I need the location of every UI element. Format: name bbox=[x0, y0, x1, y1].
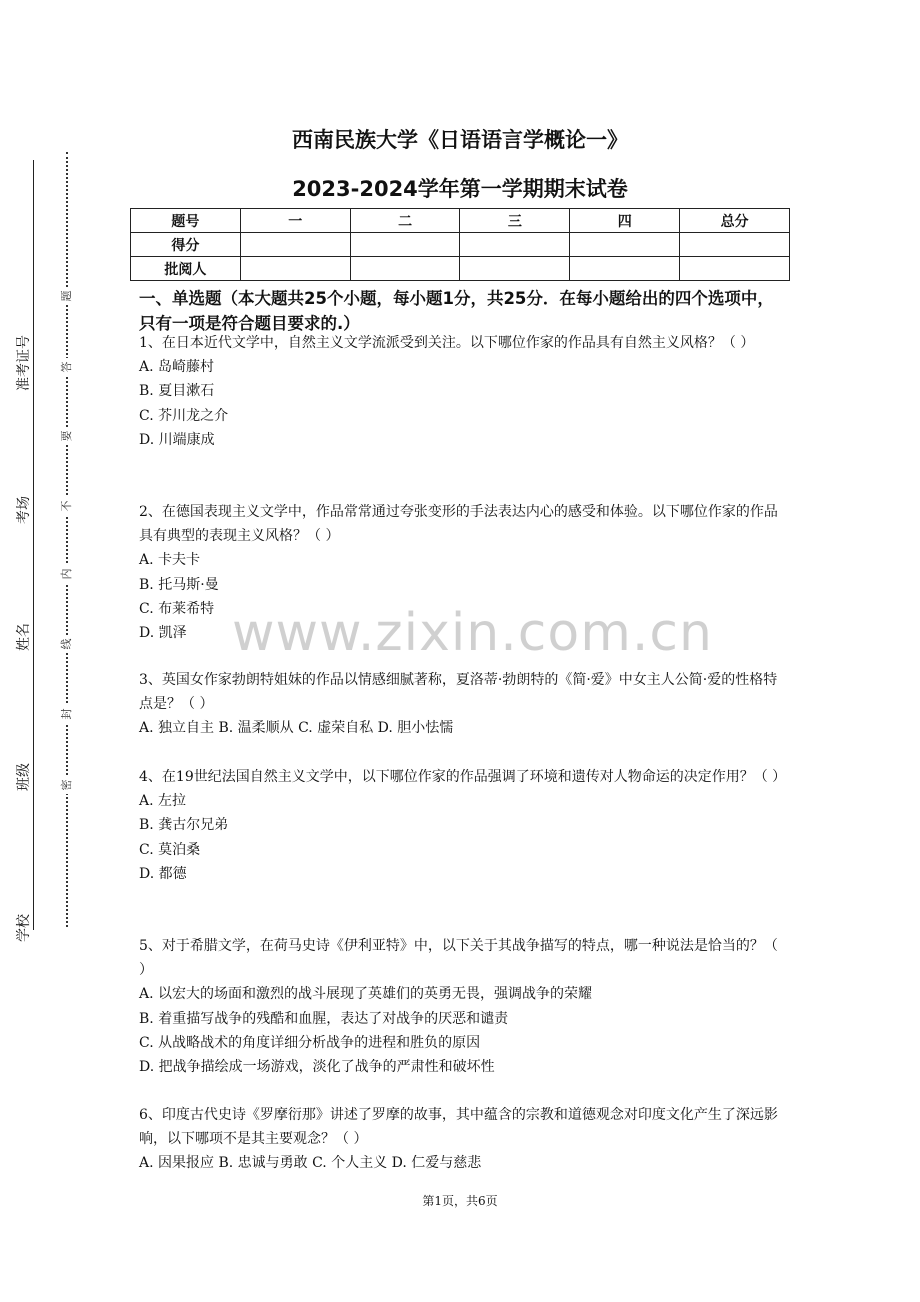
option: D. 把战争描绘成一场游戏，淡化了战争的严肃性和破坏性 bbox=[139, 1059, 495, 1076]
seal-char: 答 bbox=[58, 358, 76, 376]
question-1 bbox=[139, 331, 789, 452]
header-cell: 总分 bbox=[680, 209, 790, 233]
seal-dotted-line bbox=[66, 152, 68, 927]
question-stem: 1、在日本近代文学中，自然主义文学流派受到关注。以下哪位作家的作品具有自然主义风格？（ ） bbox=[139, 335, 755, 351]
exam-subtitle: 2023-2024学年第一学期期末试卷 bbox=[292, 177, 628, 201]
reviewer-cell bbox=[240, 257, 350, 281]
question-6 bbox=[139, 1103, 789, 1176]
score-cell bbox=[240, 233, 350, 257]
option: B. 夏目漱石 bbox=[139, 383, 215, 400]
score-table-header-row bbox=[131, 209, 790, 233]
option: C. 芥川龙之介 bbox=[139, 407, 229, 424]
question-stem: 6、印度古代史诗《罗摩衍那》讲述了罗摩的故事，其中蕴含的宗教和道德观念对印度文化产生了深远影响，以下哪项不是其主要观念？（ ） bbox=[139, 1107, 778, 1148]
option: A. 岛崎藤村 bbox=[139, 359, 215, 376]
reviewer-row bbox=[131, 257, 790, 281]
header-cell: 一 bbox=[240, 209, 350, 233]
question-stem: 5、对于希腊文学，在荷马史诗《伊利亚特》中，以下关于其战争描写的特点，哪一种说法是恰当的？（ ） bbox=[139, 938, 778, 979]
score-cell bbox=[680, 233, 790, 257]
exam-title: 西南民族大学《日语语言学概论一》 bbox=[292, 128, 628, 152]
question-stem: 4、在19世纪法国自然主义文学中，以下哪位作家的作品强调了环境和遗传对人物命运的决定作用？（ ） bbox=[139, 769, 787, 785]
score-cell bbox=[570, 233, 680, 257]
option: C. 莫泊桑 bbox=[139, 841, 201, 858]
reviewer-cell bbox=[680, 257, 790, 281]
question-3 bbox=[139, 668, 789, 741]
option: B. 龚古尔兄弟 bbox=[139, 817, 229, 834]
option: D. 凯泽 bbox=[139, 625, 187, 642]
question-stem: 3、英国女作家勃朗特姐妹的作品以情感细腻著称，夏洛蒂·勃朗特的《简·爱》中女主人公简·爱的性格特点是？（ ） bbox=[139, 672, 778, 713]
option: D. 都德 bbox=[139, 865, 187, 882]
header-cell: 三 bbox=[460, 209, 570, 233]
seal-char: 不 bbox=[58, 497, 76, 515]
seal-char: 要 bbox=[58, 427, 76, 445]
field-exam-number: 准考证号 bbox=[13, 335, 33, 391]
score-cell bbox=[460, 233, 570, 257]
seal-char: 线 bbox=[58, 635, 76, 653]
field-exam-room: 考场 bbox=[13, 491, 33, 529]
reviewer-cell bbox=[570, 257, 680, 281]
header-cell: 题号 bbox=[131, 209, 241, 233]
option: D. 川端康成 bbox=[139, 431, 215, 448]
option: A. 独立自主 B. 温柔顺从 C. 虚荣自私 D. 胆小怯懦 bbox=[139, 720, 454, 737]
option: A. 因果报应 B. 忠诚与勇敢 C. 个人主义 D. 仁爱与慈悲 bbox=[139, 1155, 482, 1172]
field-class: 班级 bbox=[13, 758, 33, 796]
score-table bbox=[130, 208, 790, 281]
reviewer-cell bbox=[350, 257, 460, 281]
seal-char: 封 bbox=[58, 705, 76, 723]
field-school: 学校 bbox=[13, 909, 33, 947]
option: B. 着重描写战争的残酷和血腥，表达了对战争的厌恶和谴责 bbox=[139, 1010, 509, 1027]
seal-char: 内 bbox=[58, 565, 76, 583]
option: C. 布莱希特 bbox=[139, 600, 215, 617]
option: A. 左拉 bbox=[139, 793, 187, 810]
row-label: 得分 bbox=[131, 233, 241, 257]
page-footer: 第1页，共6页 bbox=[422, 1194, 498, 1208]
field-name: 姓名 bbox=[13, 618, 33, 656]
option: C. 从战略战术的角度详细分析战争的进程和胜负的原因 bbox=[139, 1034, 481, 1051]
binding-line bbox=[33, 160, 34, 930]
score-row bbox=[131, 233, 790, 257]
seal-char: 题 bbox=[58, 287, 76, 305]
option: A. 以宏大的场面和激烈的战斗展现了英雄们的英勇无畏，强调战争的荣耀 bbox=[139, 986, 593, 1003]
watermark: www.zixin.com.cn bbox=[232, 603, 713, 663]
header-cell: 四 bbox=[570, 209, 680, 233]
seal-char: 密 bbox=[58, 776, 76, 794]
header-cell: 二 bbox=[350, 209, 460, 233]
question-5 bbox=[139, 934, 789, 1079]
option: B. 托马斯·曼 bbox=[139, 576, 219, 593]
score-cell bbox=[350, 233, 460, 257]
row-label: 批阅人 bbox=[131, 257, 241, 281]
reviewer-cell bbox=[460, 257, 570, 281]
question-4 bbox=[139, 765, 789, 886]
question-stem: 2、在德国表现主义文学中，作品常常通过夸张变形的手法表达内心的感受和体验。以下哪位作家的作品具有典型的表现主义风格？（ ） bbox=[139, 504, 778, 545]
option: A. 卡夫卡 bbox=[139, 552, 201, 569]
section-heading: 一、单选题（本大题共25个小题，每小题1分，共25分．在每小题给出的四个选项中，只有一项是符合题目要求的.） bbox=[139, 289, 774, 333]
